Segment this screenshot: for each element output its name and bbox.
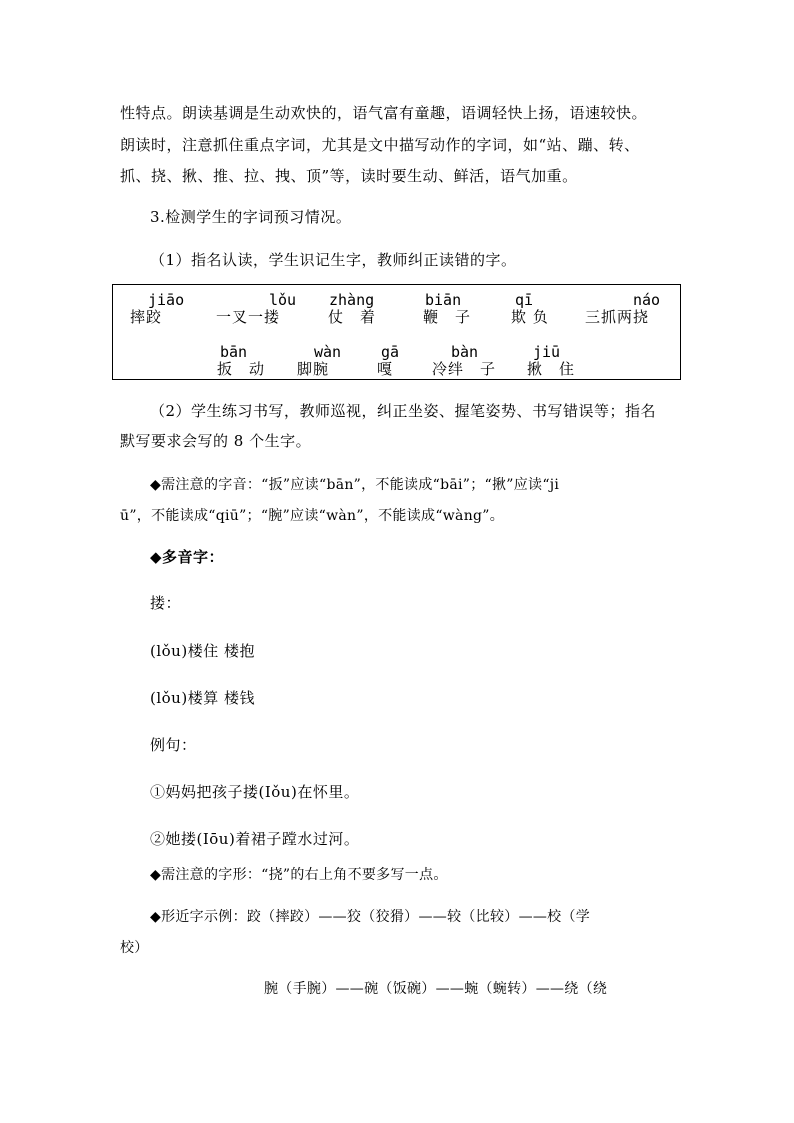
paragraph-line: 性特点。朗读基调是生动欢快的，语气富有童趣，语调轻快上扬，语速较快。 <box>120 104 648 122</box>
pinyin: jiū <box>533 343 561 361</box>
similar-chars-line: 腕（手腕）——碗（饭碗）——蜿（蜿转）——绕（绕 <box>264 981 608 997</box>
pinyin: bān <box>220 343 248 361</box>
pinyin: jiāo <box>148 291 185 309</box>
paragraph-line: 3.检测学生的字词预习情况。 <box>150 208 352 226</box>
polyphone-heading: ◆多音字： <box>150 548 225 566</box>
vocab-word: 扳 动 <box>217 360 266 378</box>
paragraph-line: （2）学生练习书写，教师巡视，纠正坐姿、握笔姿势、书写错误等；指名 <box>150 402 657 420</box>
vocab-word: 脚腕 <box>297 360 330 378</box>
vocab-word: 欺 负 <box>511 308 549 326</box>
vocab-word: 冷绊 子 <box>432 360 497 378</box>
vocab-word: 揪 住 <box>527 360 576 378</box>
polyphone-char: 搂： <box>150 594 182 612</box>
vocab-word: 三抓两挠 <box>585 308 650 326</box>
polyphone-reading: (lǒu)楼算 楼钱 <box>150 689 255 707</box>
paragraph-line: 默写要求会写的 8 个生字。 <box>120 432 312 450</box>
example-sentence: ①妈妈把孩子搂(Iǒu)在怀里。 <box>150 783 360 801</box>
pinyin: bàn <box>451 343 479 361</box>
similar-chars-line: 校） <box>120 940 149 956</box>
paragraph-line: 朗读时，注意抓住重点字词，尤其是文中描写动作的字词，如“站、蹦、转、 <box>120 136 640 154</box>
vocab-word: 仗 着 <box>328 308 377 326</box>
pinyin: biān <box>425 291 462 309</box>
pinyin: wàn <box>314 343 342 361</box>
example-sentence: ②她搂(Iōu)着裙子蹚水过河。 <box>150 830 360 848</box>
similar-chars-line: ◆形近字示例：跤（摔跤）——狡（狡猾）——较（比较）——校（学 <box>150 909 591 925</box>
pinyin: gā <box>381 343 400 361</box>
shape-note: ◆需注意的字形：“挠”的右上角不要多写一点。 <box>150 867 448 883</box>
polyphone-reading: (lǒu)楼住 楼抱 <box>150 642 255 660</box>
pinyin: lǒu <box>269 291 297 309</box>
pronunciation-note: ◆需注意的字音：“扳”应读“bān”，不能读成“bāi”；“揪”应读“ji <box>150 477 560 493</box>
paragraph-line: （1）指名认读，学生识记生字，教师纠正读错的字。 <box>150 251 517 269</box>
pinyin-box <box>112 284 681 380</box>
vocab-word: 鞭 子 <box>423 308 472 326</box>
vocab-word: 摔跤 <box>130 308 163 326</box>
pinyin: qī <box>515 291 534 309</box>
vocab-word: 嘎 <box>377 360 394 378</box>
example-label: 例句： <box>150 736 197 754</box>
paragraph-line: 抓、挠、揪、推、拉、拽、顶”等，读时要生动、鲜活，语气加重。 <box>120 167 578 185</box>
vocab-word: 一叉一搂 <box>216 308 281 326</box>
pronunciation-note: ū”，不能读成“qiū”；“腕”应读“wàn”，不能读成“wàng”。 <box>120 508 505 524</box>
pinyin: náo <box>633 291 661 309</box>
pinyin: zhàng <box>329 291 375 309</box>
